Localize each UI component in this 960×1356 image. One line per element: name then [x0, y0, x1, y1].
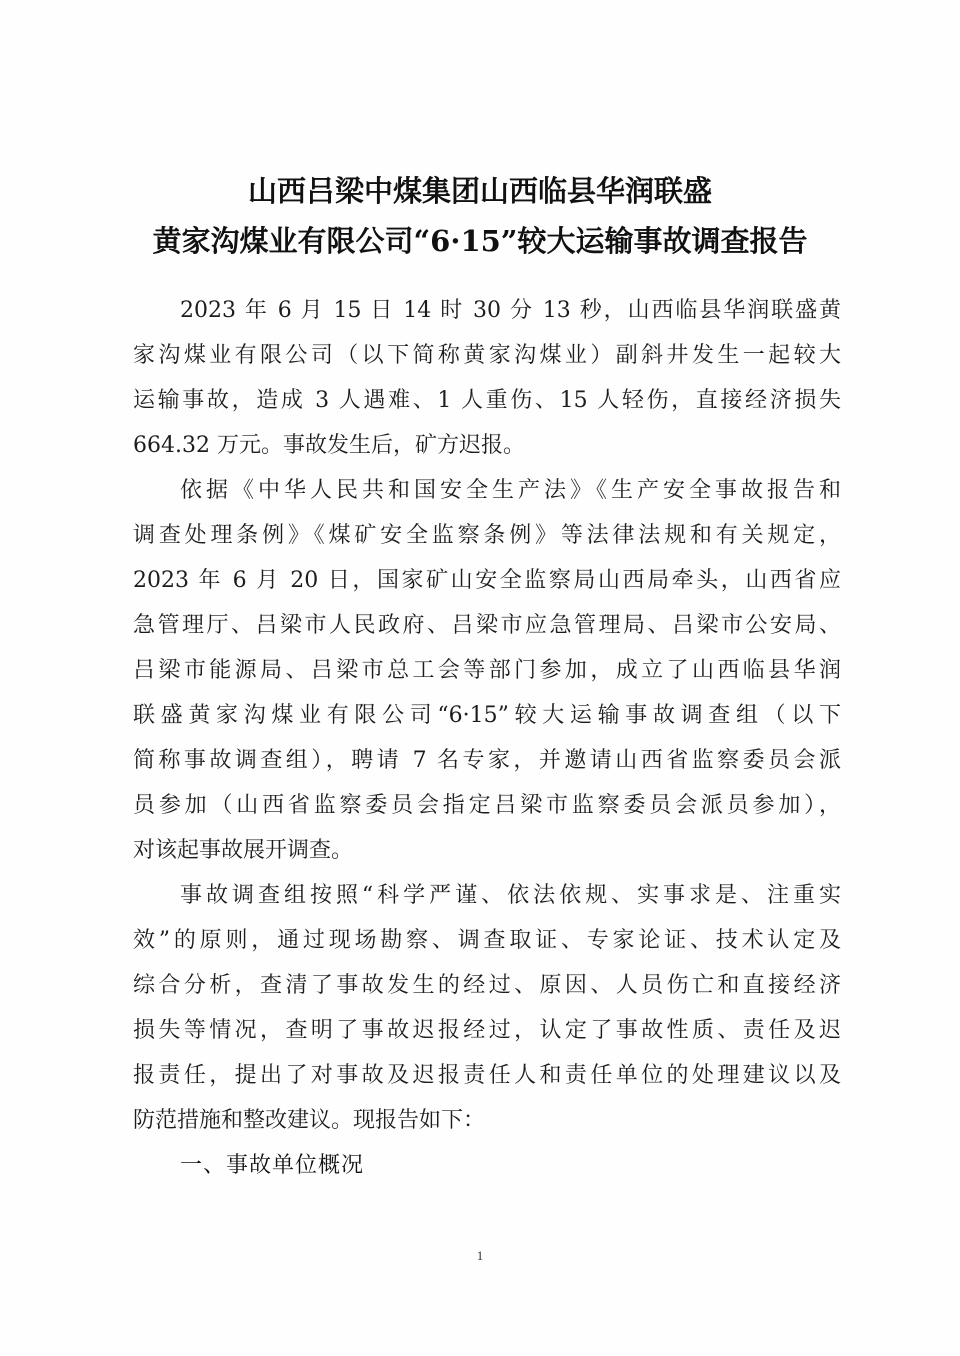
section-heading: 一、事故单位概况: [180, 1153, 365, 1178]
text-line: 急管理厅、吕梁市人民政府、吕梁市应急管理局、吕梁市公安局、: [133, 613, 841, 638]
text-line: 家沟煤业有限公司（以下简称黄家沟煤业）副斜井发生一起较大: [133, 343, 841, 368]
text-line: 综合分析，查清了事故发生的经过、原因、人员伤亡和直接经济: [133, 973, 841, 998]
text-line: 2023 年 6 月 15 日 14 时 30 分 13 秒，山西临县华润联盛黄: [180, 298, 841, 323]
text-line: 员参加（山西省监察委员会指定吕梁市监察委员会派员参加），: [133, 793, 841, 818]
text-line: 调查处理条例》《煤矿安全监察条例》等法律法规和有关规定，: [133, 523, 841, 548]
paragraph-incident-summary: [133, 288, 841, 468]
paragraph-investigation-principles: [133, 873, 841, 1143]
text-line: 664.32 万元。事故发生后，矿方迟报。: [133, 433, 525, 458]
report-body: [133, 288, 841, 1188]
text-line: 简称事故调查组），聘请 7 名专家，并邀请山西省监察委员会派: [133, 748, 841, 773]
title-line-1: 山西吕梁中煤集团山西临县华润联盛: [247, 174, 712, 208]
text-line: 对该起事故展开调查。: [133, 838, 354, 863]
text-line: 效”的原则，通过现场勘察、调查取证、专家论证、技术认定及: [133, 928, 841, 953]
page-number: 1: [476, 1248, 484, 1263]
paragraph-legal-basis: [133, 468, 841, 873]
text-line: 防范措施和整改建议。现报告如下：: [133, 1108, 486, 1133]
text-line: 报责任，提出了对事故及迟报责任人和责任单位的处理建议以及: [133, 1063, 841, 1088]
text-line: 运输事故，造成 3 人遇难、1 人重伤、15 人轻伤，直接经济损失: [133, 388, 841, 413]
text-line: 事故调查组按照“科学严谨、依法依规、实事求是、注重实: [180, 883, 841, 908]
text-line: 联盛黄家沟煤业有限公司“6·15”较大运输事故调查组（以下: [133, 703, 841, 728]
text-line: 2023 年 6 月 20 日，国家矿山安全监察局山西局牵头，山西省应: [133, 568, 841, 593]
report-title: [0, 166, 960, 266]
text-line: 吕梁市能源局、吕梁市总工会等部门参加，成立了山西临县华润: [133, 658, 841, 683]
text-line: 依据《中华人民共和国安全生产法》《生产安全事故报告和: [180, 478, 841, 503]
title-line-2: 黄家沟煤业有限公司“6·15”较大运输事故调查报告: [152, 224, 808, 258]
text-line: 损失等情况，查明了事故迟报经过，认定了事故性质、责任及迟: [133, 1018, 841, 1043]
